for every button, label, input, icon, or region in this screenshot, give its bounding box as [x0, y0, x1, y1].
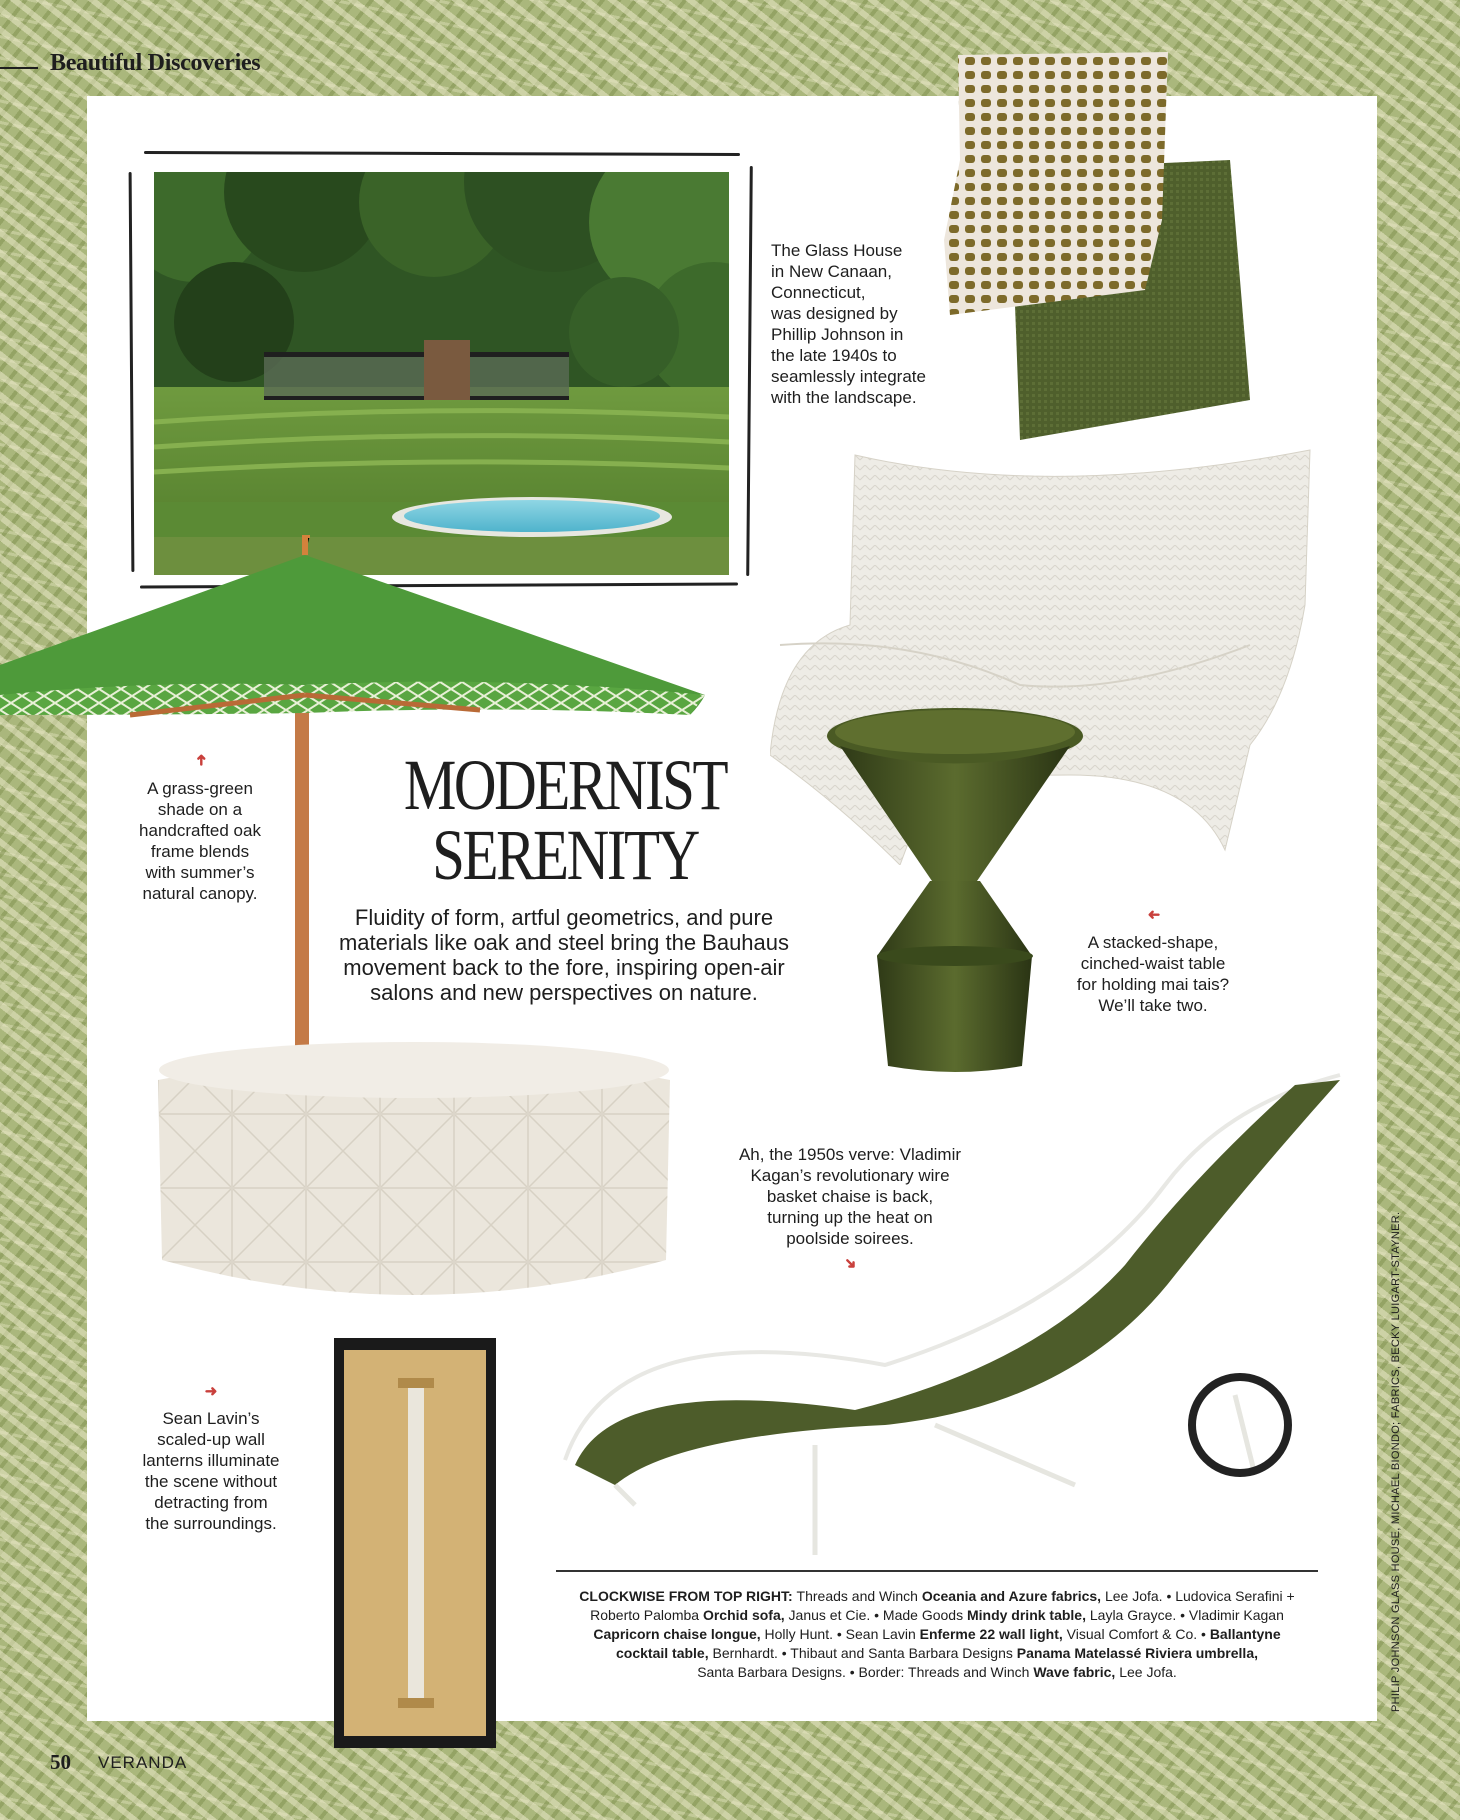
arrow-left-icon: ➜ — [1147, 906, 1161, 923]
magazine-name: VERANDA — [98, 1753, 188, 1772]
credit-text: Roberto Palomba — [590, 1607, 703, 1623]
enferme-wall-light — [334, 1338, 496, 1748]
page-number: 50 — [50, 1750, 71, 1774]
credit-text: Janus et Cie. • Made Goods — [784, 1607, 967, 1623]
header-rule — [0, 67, 38, 69]
mindy-drink-table — [822, 706, 1087, 1076]
credit-product-name: Panama Matelassé Riviera umbrella, — [1016, 1645, 1258, 1661]
credit-product-name: Ballantyne — [1209, 1626, 1281, 1642]
caption-table: A stacked-shape, cinched-waist table for holding mai tais? We’ll take two. — [1076, 933, 1230, 1015]
credit-product-name: Orchid sofa, — [702, 1607, 785, 1623]
fabric-swatches — [930, 40, 1290, 450]
glass-house-photo — [154, 172, 729, 575]
credit-text: Visual Comfort & Co. • — [1062, 1626, 1210, 1642]
arrow-down-right-icon: ➜ — [839, 1253, 861, 1275]
headline-line-2: SERENITY — [432, 815, 698, 895]
arrow-up-icon: ➜ — [193, 753, 210, 767]
caption-umbrella: A grass-green shade on a handcrafted oak frame blends with summer’s natural canopy. — [139, 779, 261, 903]
caption-lantern: Sean Lavin’s scaled-up wall lanterns illuminate the scene without detracting from the surroundings. — [142, 1409, 280, 1533]
photo-credit: PHILIP JOHNSON GLASS HOUSE, MICHAEL BIONDO; FABRICS, BECKY LUIGART-STAYNER. — [1390, 1211, 1402, 1712]
credit-text: Lee Jofa. • Ludovica Serafini + — [1101, 1588, 1295, 1604]
credit-product-name: Wave fabric, — [1033, 1664, 1116, 1680]
credit-line — [556, 1644, 1318, 1663]
credit-product-name: Oceania and Azure fabrics, — [921, 1588, 1102, 1604]
credit-line — [556, 1663, 1318, 1682]
credit-text: Holly Hunt. • Sean Lavin — [760, 1626, 920, 1642]
credit-product-name: Enferme 22 wall light, — [919, 1626, 1063, 1642]
credit-text: Lee Jofa. — [1115, 1664, 1177, 1680]
credit-product-name: Mindy drink table, — [966, 1607, 1086, 1623]
headline — [372, 745, 757, 895]
credit-text: Threads and Winch — [796, 1588, 922, 1604]
section-title: Beautiful Discoveries — [50, 50, 261, 76]
dek-text: Fluidity of form, artful geometrics, and pure materials like oak and steel bring the Bauhaus movement back to the fore, inspiring open-air salons and new perspectives on nature. — [338, 905, 790, 1005]
credit-text: Bernhardt. • Thibaut and Santa Barbara Designs — [708, 1645, 1017, 1661]
credit-product-name: cocktail table, — [616, 1645, 709, 1661]
credit-line — [556, 1606, 1318, 1625]
credit-product-name: CLOCKWISE FROM TOP RIGHT: — [579, 1588, 797, 1604]
credit-line — [556, 1625, 1318, 1644]
caption-chaise: Ah, the 1950s verve: Vladimir Kagan’s revolutionary wire basket chaise is back, turning up the heat on poolside soirees. — [738, 1145, 962, 1248]
credits-rule — [556, 1570, 1318, 1572]
credit-line — [556, 1587, 1318, 1606]
product-credits — [556, 1587, 1318, 1682]
arrow-right-icon: ➜ — [204, 1383, 218, 1400]
capricorn-chaise-longue — [555, 1065, 1345, 1565]
headline-line-1: MODERNIST — [403, 745, 727, 825]
caption-glass-house: The Glass House in New Canaan, Connecticut, was designed by Phillip Johnson in the late 1940s to seamlessly integrate with the landscape. — [771, 241, 926, 407]
credit-text: Santa Barbara Designs. • Border: Threads and Winch — [697, 1664, 1034, 1680]
credit-product-name: Capricorn chaise longue, — [593, 1626, 761, 1642]
credit-text: Layla Grayce. • Vladimir Kagan — [1085, 1607, 1284, 1623]
